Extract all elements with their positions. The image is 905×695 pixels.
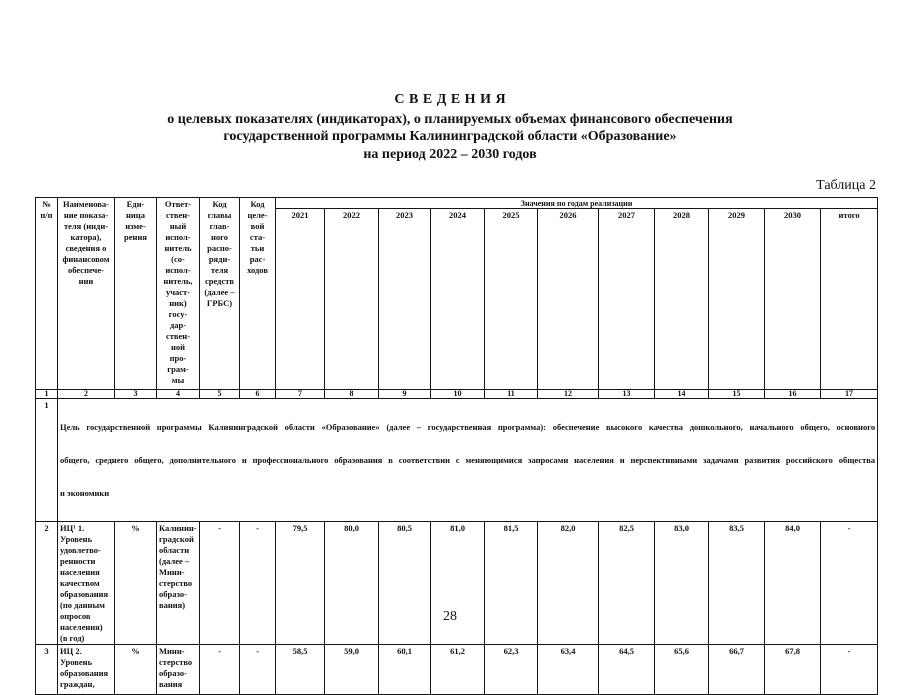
- indicator-executor: Мини- стерство образо- вания: [157, 645, 200, 695]
- goal-text: [58, 399, 878, 522]
- indicator-row: [36, 522, 878, 645]
- column-number: 8: [325, 390, 379, 399]
- column-number: 9: [379, 390, 431, 399]
- header-row-number: № п/п: [36, 198, 58, 390]
- indicator-expense-code: -: [240, 522, 276, 645]
- indicator-value-2029: 83,5: [709, 522, 765, 645]
- header-year-2027: 2027: [599, 209, 655, 390]
- column-number: 12: [538, 390, 599, 399]
- column-number: 6: [240, 390, 276, 399]
- indicator-value-2027: 82,5: [599, 522, 655, 645]
- column-number: 17: [821, 390, 878, 399]
- indicator-value-2024: 61,2: [431, 645, 485, 695]
- indicator-value-2024: 81,0: [431, 522, 485, 645]
- indicator-value-2028: 65,6: [655, 645, 709, 695]
- indicator-unit: %: [115, 522, 157, 645]
- document-subtitle-line: о целевых показателях (индикаторах), о планируемых объемах финансового обеспечения: [167, 112, 733, 127]
- goal-text-line: общего, среднего общего, дополнительного и профессионального образования в соответствии с меняющимися запросами населения и перспективными задачами развития российского общества: [60, 455, 876, 465]
- indicator-value-2029: 66,7: [709, 645, 765, 695]
- indicator-value-2030: 84,0: [765, 522, 821, 645]
- header-indicator-name: Наименова- ние показа- теля (инди- катора), сведения о финансовом обеспече- нии: [58, 198, 115, 390]
- column-number: 11: [485, 390, 538, 399]
- header-years-group: Значения по годам реализации: [276, 198, 878, 209]
- indicator-value-2022: 80,0: [325, 522, 379, 645]
- indicator-value-2021: 58,5: [276, 645, 325, 695]
- goal-row: [36, 399, 878, 522]
- document-period-line: на период 2022 – 2030 годов: [363, 147, 537, 162]
- column-number: 13: [599, 390, 655, 399]
- header-executor: Ответ- ствен- ный испол- нитель (со- испол- нитель, участ- ник) госу- дар- ствен- ной про- грам- мы: [157, 198, 200, 390]
- indicator-executor: Калинин- градской области (далее – Мини- стерство образо- вания): [157, 522, 200, 645]
- indicator-value-2027: 64,5: [599, 645, 655, 695]
- header-expense-code: Код целе- вой ста- тьи рас- ходов: [240, 198, 276, 390]
- goal-text-line: Цель государственной программы Калининградской области «Образование» (далее – государственная программа): обеспечение высокого качества дошкольного, начального общего, основного: [60, 422, 876, 432]
- indicator-value-2022: 59,0: [325, 645, 379, 695]
- indicator-unit: %: [115, 645, 157, 695]
- header-year-2025: 2025: [485, 209, 538, 390]
- indicator-number: 2: [36, 522, 58, 645]
- goal-row-number: 1: [36, 399, 58, 522]
- indicator-row: [36, 645, 878, 695]
- column-number: 5: [200, 390, 240, 399]
- indicator-value-2023: 60,1: [379, 645, 431, 695]
- column-number: 10: [431, 390, 485, 399]
- header-year-2021: 2021: [276, 209, 325, 390]
- header-year-2024: 2024: [431, 209, 485, 390]
- column-number: 2: [58, 390, 115, 399]
- header-year-2022: 2022: [325, 209, 379, 390]
- indicator-expense-code: -: [240, 645, 276, 695]
- document-subtitle-line: государственной программы Калининградской области «Образование»: [223, 129, 677, 144]
- goal-text-line: и экономики: [60, 488, 110, 498]
- column-number: 14: [655, 390, 709, 399]
- header-unit: Еди- ница изме- рения: [115, 198, 157, 390]
- indicator-total: -: [821, 522, 878, 645]
- header-grbs-code: Код главы глав- ного распо- ряди- теля средств (далее – ГРБС): [200, 198, 240, 390]
- indicator-value-2026: 63,4: [538, 645, 599, 695]
- column-number: 16: [765, 390, 821, 399]
- header-year-2023: 2023: [379, 209, 431, 390]
- table-header-row: [36, 198, 878, 209]
- column-number: 15: [709, 390, 765, 399]
- indicator-value-2025: 81,5: [485, 522, 538, 645]
- column-number: 3: [115, 390, 157, 399]
- indicator-value-2026: 82,0: [538, 522, 599, 645]
- column-numbers-row: [36, 390, 878, 399]
- column-number: 1: [36, 390, 58, 399]
- header-year-2026: 2026: [538, 209, 599, 390]
- indicator-value-2025: 62,3: [485, 645, 538, 695]
- indicator-total: -: [821, 645, 878, 695]
- indicator-value-2028: 83,0: [655, 522, 709, 645]
- indicator-value-2023: 80,5: [379, 522, 431, 645]
- header-total: итого: [821, 209, 878, 390]
- indicator-name: ИЦ¹ 1. Уровень удовлетво- ренности населения качеством образования (по данным опросов населения) (в год): [58, 522, 115, 645]
- page-number: 28: [443, 609, 457, 624]
- indicator-value-2021: 79,5: [276, 522, 325, 645]
- indicator-grbs-code: -: [200, 522, 240, 645]
- column-number: 7: [276, 390, 325, 399]
- header-year-2029: 2029: [709, 209, 765, 390]
- indicator-grbs-code: -: [200, 645, 240, 695]
- column-number: 4: [157, 390, 200, 399]
- indicator-value-2030: 67,8: [765, 645, 821, 695]
- header-year-2028: 2028: [655, 209, 709, 390]
- indicator-name: ИЦ 2. Уровень образования граждан,: [58, 645, 115, 695]
- document-heading: СВЕДЕНИЯ: [394, 92, 511, 107]
- indicator-number: 3: [36, 645, 58, 695]
- header-year-2030: 2030: [765, 209, 821, 390]
- table-caption: Таблица 2: [816, 178, 876, 193]
